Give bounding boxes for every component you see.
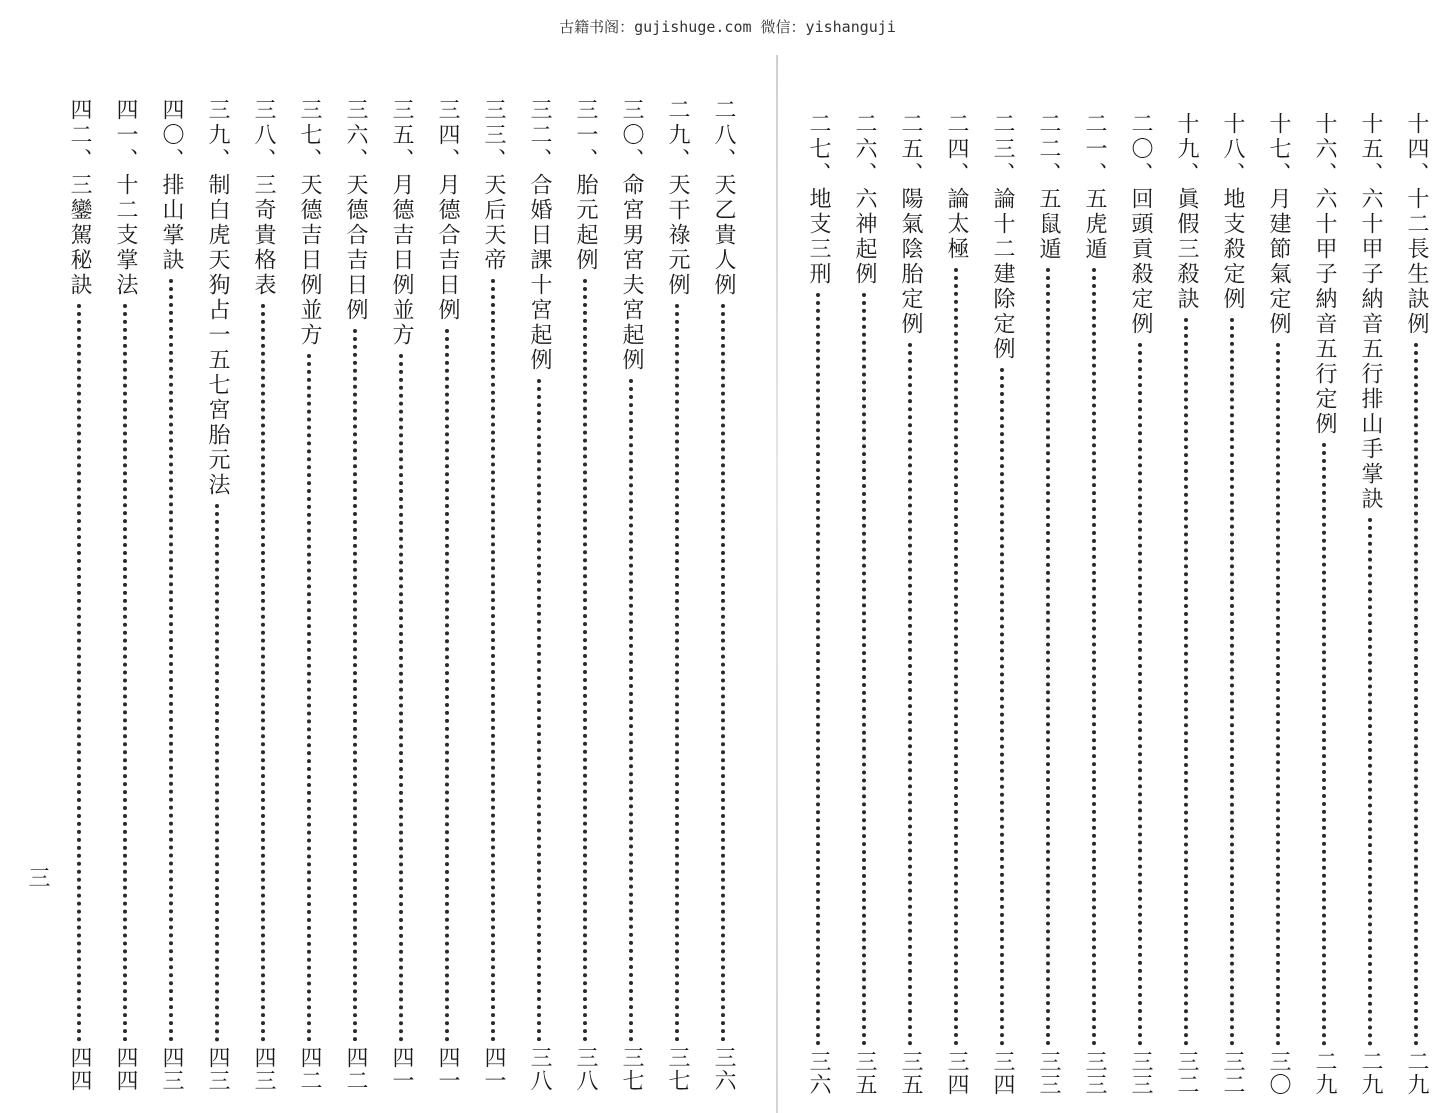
- dot-leader: [1368, 518, 1372, 1046]
- dot-leader: [537, 379, 541, 1042]
- dot-leader: [491, 279, 495, 1042]
- toc-entry: [568, 98, 602, 1092]
- toc-entry-title: 二三、論十二建除定例: [990, 112, 1015, 362]
- toc-entry-title: 十七、月建節氣定例: [1266, 112, 1291, 337]
- toc-entry: [200, 98, 234, 1092]
- toc-entry-title: 三〇、命宮男宮夫宮起例: [619, 98, 644, 373]
- toc-entry-title: 三四、月德合吉日例: [435, 98, 460, 323]
- toc-entry-page: 四一: [435, 1046, 460, 1092]
- dot-leader: [1184, 318, 1188, 1046]
- dot-leader: [675, 304, 679, 1042]
- toc-entry: [1077, 112, 1111, 1096]
- toc-entry-page: 四三: [251, 1046, 276, 1092]
- toc-entry-title: 二六、六神起例: [852, 112, 877, 287]
- toc-entry-page: 三七: [619, 1046, 644, 1092]
- toc-entry-title: 二七、地支三刑: [806, 112, 831, 287]
- toc-entry-page: 四一: [389, 1046, 414, 1092]
- toc-entry-page: 四一: [481, 1046, 506, 1092]
- toc-entry: [939, 112, 973, 1096]
- toc-entry-page: 四四: [67, 1046, 92, 1092]
- toc-entry: [1261, 112, 1295, 1096]
- toc-entry: [292, 98, 326, 1092]
- toc-entry-title: 三六、天德合吉日例: [343, 98, 368, 323]
- toc-entry-title: 三九、制白虎天狗占一五七宮胎元法: [205, 98, 230, 498]
- dot-leader: [1000, 368, 1004, 1046]
- toc-entry: [801, 112, 835, 1096]
- toc-entry: [476, 98, 510, 1092]
- toc-entry-page: 三四: [944, 1050, 969, 1096]
- toc-entry-title: 四〇、排山掌訣: [159, 98, 184, 273]
- toc-entry: [384, 98, 418, 1092]
- toc-entry-page: 三六: [806, 1050, 831, 1096]
- toc-entry: [1169, 112, 1203, 1096]
- dot-leader: [353, 329, 357, 1042]
- toc-entry-title: 十八、地支殺定例: [1220, 112, 1245, 312]
- toc-entry: [62, 98, 96, 1092]
- toc-entry: [1307, 112, 1341, 1096]
- dot-leader: [1230, 318, 1234, 1046]
- toc-entry-title: 十六、六十甲子納音五行定例: [1312, 112, 1337, 437]
- dot-leader: [583, 279, 587, 1042]
- dot-leader: [399, 354, 403, 1042]
- watermark-text: 古籍书阁：gujishuge.com 微信：yishanguji: [559, 18, 896, 36]
- toc-entry-page: 四三: [205, 1046, 230, 1092]
- toc-entry: [614, 98, 648, 1092]
- toc-entry-title: 三三、天后天帝: [481, 98, 506, 273]
- toc-entry-title: 二八、天乙貴人例: [711, 98, 736, 298]
- toc-entry: [1399, 112, 1433, 1096]
- toc-entry-title: 三一、胎元起例: [573, 98, 598, 273]
- book-gutter: [776, 55, 778, 1113]
- toc-entry-page: 三八: [573, 1046, 598, 1092]
- toc-entry-page: 三三: [1128, 1050, 1153, 1096]
- toc-entry-page: 三四: [990, 1050, 1015, 1096]
- toc-entry: [430, 98, 464, 1092]
- toc-entry-page: 三二: [1174, 1050, 1199, 1096]
- toc-entry: [1353, 112, 1387, 1096]
- toc-entry-title: 二〇、回頭貢殺定例: [1128, 112, 1153, 337]
- toc-entry: [706, 98, 740, 1092]
- toc-entry: [847, 112, 881, 1096]
- toc-entry-page: 四二: [297, 1046, 322, 1092]
- dot-leader: [862, 293, 866, 1046]
- toc-entry-page: 三七: [665, 1046, 690, 1092]
- toc-entry: [660, 98, 694, 1092]
- toc-entry: [246, 98, 280, 1092]
- toc-entry-title: 四一、十二支掌法: [113, 98, 138, 298]
- dot-leader: [1276, 343, 1280, 1046]
- dot-leader: [1138, 343, 1142, 1046]
- toc-entry: [154, 98, 188, 1092]
- toc-entry-page: 三八: [527, 1046, 552, 1092]
- dot-leader: [954, 268, 958, 1046]
- toc-entry-page: 三五: [852, 1050, 877, 1096]
- toc-entry-page: 二九: [1358, 1050, 1383, 1096]
- toc-entry-page: 三三: [1036, 1050, 1061, 1096]
- toc-entry-title: 二二、五鼠遁: [1036, 112, 1061, 262]
- dot-leader: [261, 304, 265, 1042]
- toc-entry: [108, 98, 142, 1092]
- toc-entry-page: 三〇: [1266, 1050, 1291, 1096]
- toc-entry-page: 三三: [1082, 1050, 1107, 1096]
- toc-entry-title: 二九、天干祿元例: [665, 98, 690, 298]
- toc-entry-title: 三八、三奇貴格表: [251, 98, 276, 298]
- toc-entry-title: 十五、六十甲子納音五行排山手掌訣: [1358, 112, 1383, 512]
- toc-entry-page: 四四: [113, 1046, 138, 1092]
- toc-entry-title: 二五、陽氣陰胎定例: [898, 112, 923, 337]
- dot-leader: [721, 304, 725, 1042]
- dot-leader: [629, 379, 633, 1042]
- toc-entry-title: 十四、十二長生訣例: [1404, 112, 1429, 337]
- toc-entry-title: 三二、合婚日課十宮起例: [527, 98, 552, 373]
- toc-entry-page: 四三: [159, 1046, 184, 1092]
- dot-leader: [1322, 443, 1326, 1046]
- dot-leader: [307, 354, 311, 1042]
- dot-leader: [816, 293, 820, 1046]
- toc-entry: [985, 112, 1019, 1096]
- page-number: 三: [25, 866, 50, 888]
- toc-entry: [1215, 112, 1249, 1096]
- toc-entry-title: 二四、論太極: [944, 112, 969, 262]
- toc-entry-page: 四二: [343, 1046, 368, 1092]
- dot-leader: [1414, 343, 1418, 1046]
- toc-entry-page: 三五: [898, 1050, 923, 1096]
- dot-leader: [123, 304, 127, 1042]
- dot-leader: [1046, 268, 1050, 1046]
- toc-entry-page: 三二: [1220, 1050, 1245, 1096]
- dot-leader: [169, 279, 173, 1042]
- toc-entry: [1123, 112, 1157, 1096]
- dot-leader: [1092, 268, 1096, 1046]
- dot-leader: [445, 329, 449, 1042]
- toc-entry-page: 三六: [711, 1046, 736, 1092]
- toc-entry-page: 二九: [1404, 1050, 1429, 1096]
- toc-entry: [1031, 112, 1065, 1096]
- toc-entry: [522, 98, 556, 1092]
- dot-leader: [77, 304, 81, 1042]
- toc-entry-title: 十九、眞假三殺訣: [1174, 112, 1199, 312]
- toc-entry-title: 二一、五虎遁: [1082, 112, 1107, 262]
- toc-entry-title: 三五、月德吉日例並方: [389, 98, 414, 348]
- dot-leader: [908, 343, 912, 1046]
- toc-entry: [893, 112, 927, 1096]
- toc-entry: [338, 98, 372, 1092]
- toc-entry-title: 四二、三鑾駕秘訣: [67, 98, 92, 298]
- dot-leader: [215, 504, 219, 1042]
- toc-entry-page: 二九: [1312, 1050, 1337, 1096]
- toc-entry-title: 三七、天德吉日例並方: [297, 98, 322, 348]
